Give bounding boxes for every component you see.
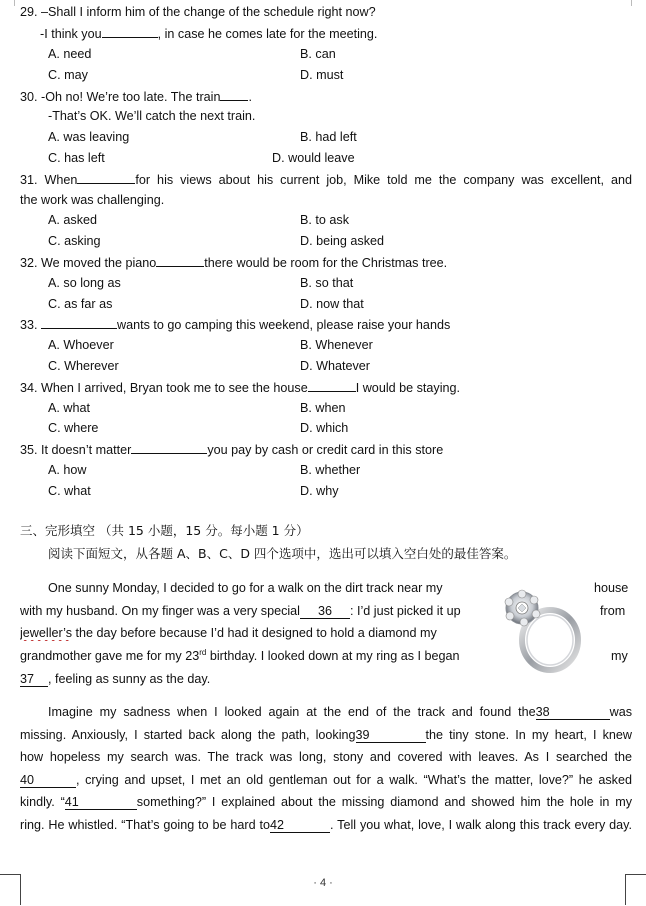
q33-option-c: C. Wherever xyxy=(48,359,119,373)
blank xyxy=(131,441,207,454)
q30-option-a: A. was leaving xyxy=(48,130,130,144)
q31-option-a: A. asked xyxy=(48,213,98,227)
page-number: · 4 · xyxy=(313,877,333,889)
blank-38: 38 xyxy=(536,706,610,720)
q31-stem: 31. When for his views about his current job, Mike told me the company was excellent, and xyxy=(20,173,633,187)
q33-option-d: D. Whatever xyxy=(300,359,370,373)
q35-option-b: B. whether xyxy=(300,463,361,477)
passage-line: how hopeless my search was. The track was long, stony and covered with leaves. As I searched the xyxy=(20,750,632,764)
q33-stem: 33. wants to go camping this weekend, please raise your hands xyxy=(20,318,451,332)
q29-option-d: D. must xyxy=(300,68,344,82)
passage-line: 37 , feeling as sunny as the day. xyxy=(20,672,211,686)
q34-option-a: A. what xyxy=(48,401,90,415)
q33-option-a: A. Whoever xyxy=(48,338,114,352)
q30-option-d: D. would leave xyxy=(272,151,355,165)
q32-stem: 32. We moved the piano there would be room for the Christmas tree. xyxy=(20,256,448,270)
passage-line: grandmother gave me for my 23rd birthday. I looked down at my ring as I began xyxy=(20,648,460,663)
blank xyxy=(41,316,117,329)
q31-stem-2: the work was challenging. xyxy=(20,193,165,207)
q32-option-d: D. now that xyxy=(300,297,364,311)
q30-option-c: C. has left xyxy=(48,151,105,165)
misspelled-word: jeweller’s xyxy=(20,626,73,640)
q30-stem-2: -That’s OK. We’ll catch the next train. xyxy=(48,109,256,123)
q35-option-a: A. how xyxy=(48,463,87,477)
q33-option-b: B. Whenever xyxy=(300,338,373,352)
passage-word: house xyxy=(594,581,629,595)
q34-option-c: C. where xyxy=(48,421,99,435)
q29-option-a: A. need xyxy=(48,47,92,61)
passage-word: my xyxy=(611,649,628,663)
blank xyxy=(308,379,356,392)
corner-mark xyxy=(631,0,646,6)
passage-line: with my husband. On my finger was a very special 36 : I’d just picked it up xyxy=(20,604,461,618)
q35-stem: 35. It doesn’t matter you pay by cash or credit card in this store xyxy=(20,443,444,457)
blank-37: 37 xyxy=(20,673,48,687)
q32-option-c: C. as far as xyxy=(48,297,113,311)
passage-line: 40 , crying and upset, I met an old gentleman out for a walk. “What’s the matter, love?” he asked xyxy=(20,773,632,787)
q32-option-a: A. so long as xyxy=(48,276,121,290)
superscript: rd xyxy=(199,648,207,657)
q29-option-c: C. may xyxy=(48,68,88,82)
q29-stem: 29. –Shall I inform him of the change of the schedule right now? xyxy=(20,5,376,19)
q31-option-d: D. being asked xyxy=(300,234,385,248)
q34-option-d: D. which xyxy=(300,421,349,435)
q31-option-b: B. to ask xyxy=(300,213,349,227)
diamond-ring-image xyxy=(498,574,590,678)
q35-option-d: D. why xyxy=(300,484,339,498)
section-instruction: 阅读下面短文，从各题 A、B、C、D 四个选项中，选出可以填入空白处的最佳答案。 xyxy=(48,546,517,561)
section-heading: 三、完形填空 （共 15 小题，15 分。每小题 1 分） xyxy=(20,523,309,538)
passage-line: kindly. “41 something?” I explained about the missing diamond and showed him the hole in my xyxy=(20,795,632,809)
blank-36: 36 xyxy=(300,605,350,619)
blank xyxy=(102,25,158,38)
blank xyxy=(220,88,248,101)
q35-option-c: C. what xyxy=(48,484,91,498)
q29-stem-2: -I think you , in case he comes late for the meeting. xyxy=(40,27,378,41)
blank xyxy=(77,171,135,184)
passage-line: missing. Anxiously, I started back along the path, looking39 the tiny stone. In my heart, I knew xyxy=(20,728,632,742)
passage-line: Imagine my sadness when I looked again at the end of the track and found the38 was xyxy=(48,705,632,719)
q30-stem: 30. -Oh no! We’re too late. The train . xyxy=(20,90,252,104)
q34-stem: 34. When I arrived, Bryan took me to see the house I would be staying. xyxy=(20,381,461,395)
passage-line: jeweller’s the day before because I’d had it designed to hold a diamond my xyxy=(20,626,437,640)
passage-word: from xyxy=(600,604,626,618)
q31-option-c: C. asking xyxy=(48,234,101,248)
corner-mark xyxy=(0,0,15,6)
q34-option-b: B. when xyxy=(300,401,346,415)
blank-39: 39 xyxy=(356,729,426,743)
passage-line: One sunny Monday, I decided to go for a walk on the dirt track near my xyxy=(48,581,443,595)
blank xyxy=(156,254,204,267)
q29-option-b: B. can xyxy=(300,47,336,61)
blank-42: 42 xyxy=(270,819,330,833)
q30-option-b: B. had left xyxy=(300,130,357,144)
q32-option-b: B. so that xyxy=(300,276,354,290)
passage-line: ring. He whistled. “That’s going to be hard to42 . Tell you what, love, I walk along this track every day. xyxy=(20,818,632,832)
blank-41: 41 xyxy=(65,796,137,810)
blank-40: 40 xyxy=(20,774,76,788)
